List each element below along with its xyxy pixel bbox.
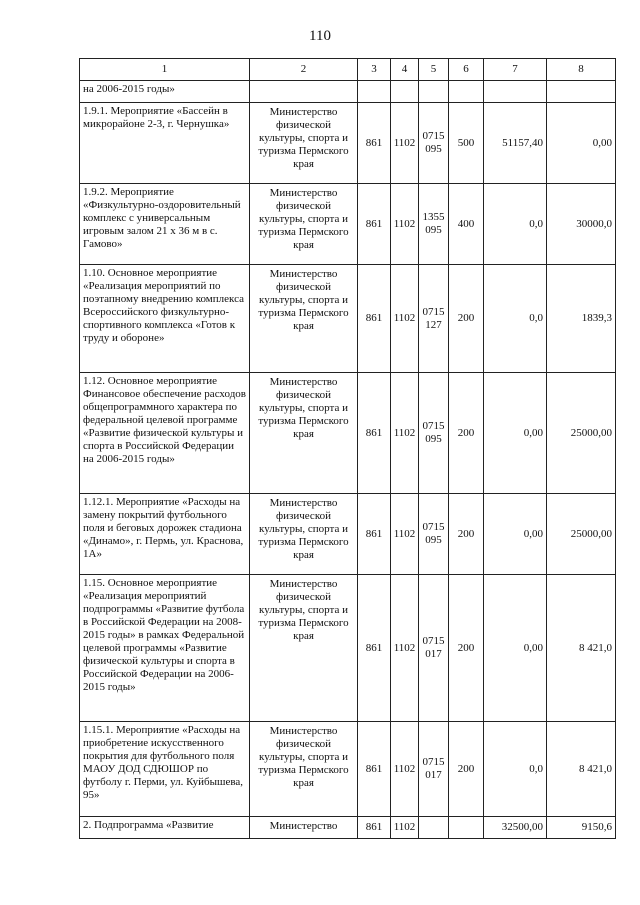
amount-cell: 0,00 bbox=[484, 373, 547, 494]
header-cell: 6 bbox=[449, 59, 484, 81]
ministry-cell: Министерство физической культуры, спорта и туризма Пермского края bbox=[250, 184, 358, 265]
table-row bbox=[80, 494, 616, 575]
header-cell: 7 bbox=[484, 59, 547, 81]
table-row bbox=[80, 722, 616, 817]
section-cell: 1102 bbox=[391, 373, 419, 494]
section-cell: 1102 bbox=[391, 184, 419, 265]
ministry-cell: Министерство физической культуры, спорта и туризма Пермского края bbox=[250, 722, 358, 817]
table-row bbox=[80, 373, 616, 494]
ministry-cell: Министерство физической культуры, спорта и туризма Пермского края bbox=[250, 575, 358, 722]
expense-type-cell: 200 bbox=[449, 373, 484, 494]
table-header-row bbox=[80, 59, 616, 81]
code-cell: 861 bbox=[358, 575, 391, 722]
expense-type-cell: 200 bbox=[449, 494, 484, 575]
ministry-cell: Министерство физической культуры, спорта и туризма Пермского края bbox=[250, 103, 358, 184]
header-cell: 5 bbox=[419, 59, 449, 81]
code-cell: 861 bbox=[358, 494, 391, 575]
expense-type-cell: 400 bbox=[449, 184, 484, 265]
expense-type-cell: 200 bbox=[449, 265, 484, 373]
ministry-cell bbox=[250, 81, 358, 103]
amount-cell: 0,0 bbox=[484, 184, 547, 265]
header-cell: 8 bbox=[547, 59, 616, 81]
code-cell: 861 bbox=[358, 373, 391, 494]
section-cell: 1102 bbox=[391, 494, 419, 575]
section-cell: 1102 bbox=[391, 722, 419, 817]
header-cell: 1 bbox=[80, 59, 250, 81]
amount-cell: 0,00 bbox=[484, 494, 547, 575]
amount-cell: 8 421,0 bbox=[547, 722, 616, 817]
code-cell: 861 bbox=[358, 184, 391, 265]
activity-name-cell: 1.15.1. Мероприятие «Расходы на приобретение искусственного покрытия для футбольного поля МАОУ ДОД СДЮШОР по футболу г. Перми, ул. Куйбышева, 95» bbox=[80, 722, 250, 817]
target-article-cell bbox=[419, 81, 449, 103]
amount-cell: 51157,40 bbox=[484, 103, 547, 184]
amount-cell: 0,0 bbox=[484, 265, 547, 373]
code-cell: 861 bbox=[358, 817, 391, 839]
activity-name-cell: 2. Подпрограмма «Развитие bbox=[80, 817, 250, 839]
amount-cell: 32500,00 bbox=[484, 817, 547, 839]
section-cell bbox=[391, 81, 419, 103]
section-cell: 1102 bbox=[391, 575, 419, 722]
table-row bbox=[80, 81, 616, 103]
expense-type-cell bbox=[449, 81, 484, 103]
amount-cell: 8 421,0 bbox=[547, 575, 616, 722]
amount-cell bbox=[484, 81, 547, 103]
amount-cell: 25000,00 bbox=[547, 494, 616, 575]
table-row bbox=[80, 103, 616, 184]
target-article-cell: 0715 127 bbox=[419, 265, 449, 373]
activity-name-cell: 1.12.1. Мероприятие «Расходы на замену покрытий футбольного поля и беговых дорожек стадиона «Динамо», г. Пермь, ул. Краснова, 1А» bbox=[80, 494, 250, 575]
target-article-cell: 0715 095 bbox=[419, 494, 449, 575]
expense-type-cell: 200 bbox=[449, 575, 484, 722]
budget-table bbox=[79, 58, 616, 839]
target-article-cell bbox=[419, 817, 449, 839]
target-article-cell: 0715 017 bbox=[419, 722, 449, 817]
header-cell: 2 bbox=[250, 59, 358, 81]
amount-cell: 0,0 bbox=[484, 722, 547, 817]
activity-name-cell: на 2006-2015 годы» bbox=[80, 81, 250, 103]
activity-name-cell: 1.10. Основное мероприятие «Реализация мероприятий по поэтапному внедрению комплекса Всероссийского физкультурно-спортивного комплекса «Готов к труду и обороне» bbox=[80, 265, 250, 373]
activity-name-cell: 1.15. Основное мероприятие «Реализация мероприятий подпрограммы «Развитие футбола в Российской Федерации на 2008-2015 годы» в рамках Федеральной целевой программы «Развитие физической культуры и спорта в Российской Федерации на 2006-2015 годы» bbox=[80, 575, 250, 722]
table-row bbox=[80, 265, 616, 373]
code-cell: 861 bbox=[358, 722, 391, 817]
page-number: 110 bbox=[309, 28, 331, 44]
code-cell bbox=[358, 81, 391, 103]
amount-cell: 30000,0 bbox=[547, 184, 616, 265]
target-article-cell: 0715 095 bbox=[419, 103, 449, 184]
ministry-cell: Министерство bbox=[250, 817, 358, 839]
amount-cell: 1839,3 bbox=[547, 265, 616, 373]
ministry-cell: Министерство физической культуры, спорта и туризма Пермского края bbox=[250, 265, 358, 373]
amount-cell: 9150,6 bbox=[547, 817, 616, 839]
amount-cell: 25000,00 bbox=[547, 373, 616, 494]
section-cell: 1102 bbox=[391, 265, 419, 373]
table-row bbox=[80, 575, 616, 722]
section-cell: 1102 bbox=[391, 103, 419, 184]
expense-type-cell bbox=[449, 817, 484, 839]
table-row bbox=[80, 817, 616, 839]
expense-type-cell: 200 bbox=[449, 722, 484, 817]
ministry-cell: Министерство физической культуры, спорта и туризма Пермского края bbox=[250, 373, 358, 494]
activity-name-cell: 1.12. Основное мероприятие Финансовое обеспечение расходов общепрограммного характера по федеральной целевой программе «Развитие физической культуры и спорта в Российской Федерации на 2006-2015 годы» bbox=[80, 373, 250, 494]
expense-type-cell: 500 bbox=[449, 103, 484, 184]
code-cell: 861 bbox=[358, 265, 391, 373]
table-row bbox=[80, 184, 616, 265]
amount-cell: 0,00 bbox=[484, 575, 547, 722]
target-article-cell: 0715 095 bbox=[419, 373, 449, 494]
header-cell: 4 bbox=[391, 59, 419, 81]
activity-name-cell: 1.9.1. Мероприятие «Бассейн в микрорайоне 2-3, г. Чернушка» bbox=[80, 103, 250, 184]
ministry-cell: Министерство физической культуры, спорта и туризма Пермского края bbox=[250, 494, 358, 575]
header-cell: 3 bbox=[358, 59, 391, 81]
target-article-cell: 0715 017 bbox=[419, 575, 449, 722]
target-article-cell: 1355 095 bbox=[419, 184, 449, 265]
amount-cell: 0,00 bbox=[547, 103, 616, 184]
amount-cell bbox=[547, 81, 616, 103]
section-cell: 1102 bbox=[391, 817, 419, 839]
code-cell: 861 bbox=[358, 103, 391, 184]
activity-name-cell: 1.9.2. Мероприятие «Физкультурно-оздоровительный комплекс с универсальным игровым залом 21 х 36 м в с. Гамово» bbox=[80, 184, 250, 265]
